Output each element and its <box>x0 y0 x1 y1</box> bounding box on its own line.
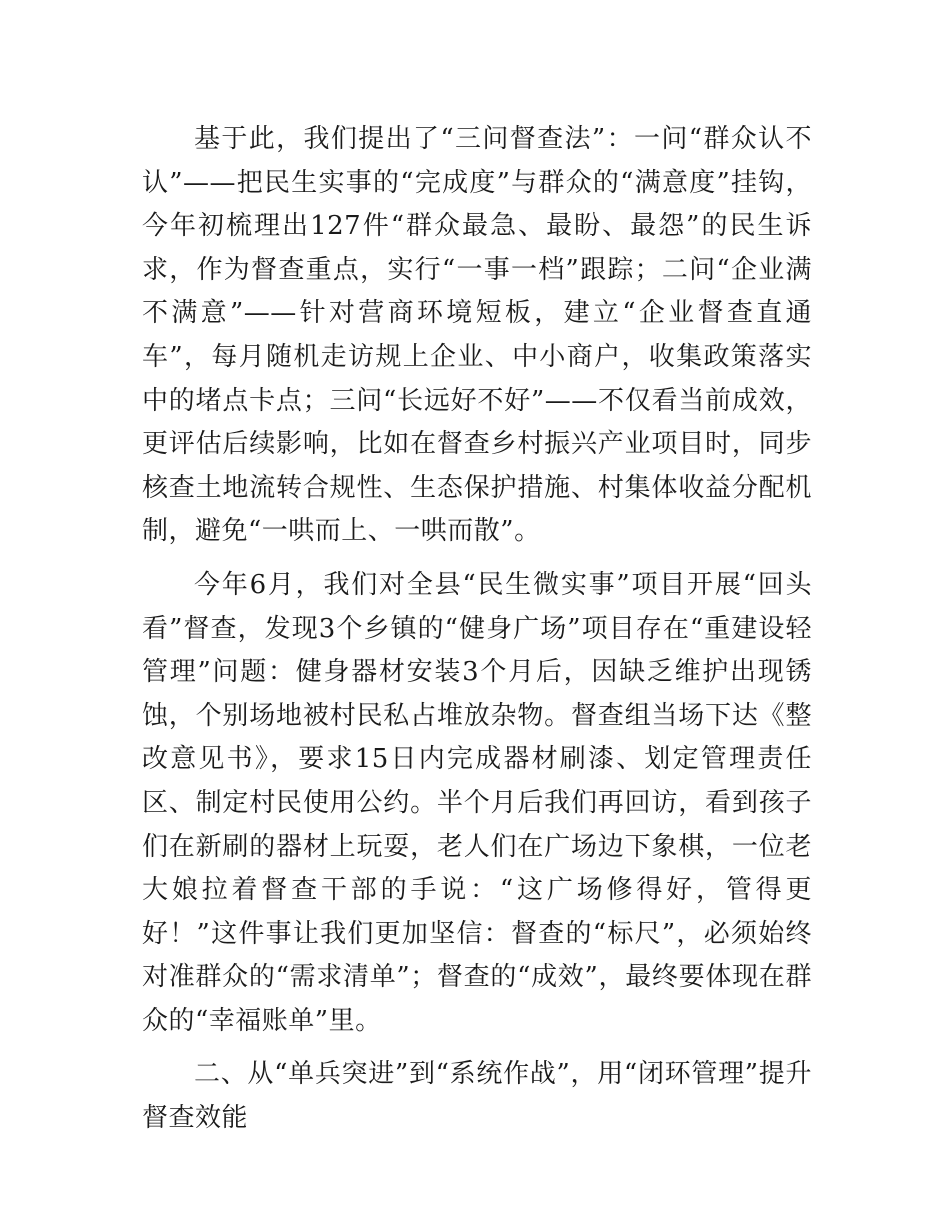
paragraph-three-questions: 基于此，我们提出了“三问督查法”：一问“群众认不认”——把民生实事的“完成度”与群众的“满意度”挂钩，今年初梳理出127件“群众最急、最盼、最怨”的民生诉求，作为督查重点，实行“一事一档”跟踪；二问“企业满不满意”——针对营商环境短板，建立“企业督查直通车”，每月随机走访规上企业、中小商户，收集政策落实中的堵点卡点；三问“长远好不好”——不仅看当前成效，更评估后续影响，比如在督查乡村振兴产业项目时，同步核查土地流转合规性、生态保护措施、村集体收益分配机制，避免“一哄而上、一哄而散”。 <box>142 124 812 547</box>
section-heading-closed-loop: 二、从“单兵突进”到“系统作战”，用“闭环管理”提升督查效能 <box>142 1059 812 1134</box>
document-body <box>142 118 812 1141</box>
paragraph-fitness-square-case: 今年6月，我们对全县“民生微实事”项目开展“回头看”督查，发现3个乡镇的“健身广场”项目存在“重建设轻管理”问题：健身器材安装3个月后，因缺乏维护出现锈蚀，个别场地被村民私占堆放杂物。督查组当场下达《整改意见书》，要求15日内完成器材刷漆、划定管理责任区、制定村民使用公约。半个月后我们再回访，看到孩子们在新刷的器材上玩耍，老人们在广场边下象棋，一位老大娘拉着督查干部的手说：“这广场修得好，管得更好！”这件事让我们更加坚信：督查的“标尺”，必须始终对准群众的“需求清单”；督查的“成效”，最终要体现在群众的“幸福账单”里。 <box>142 569 812 1036</box>
